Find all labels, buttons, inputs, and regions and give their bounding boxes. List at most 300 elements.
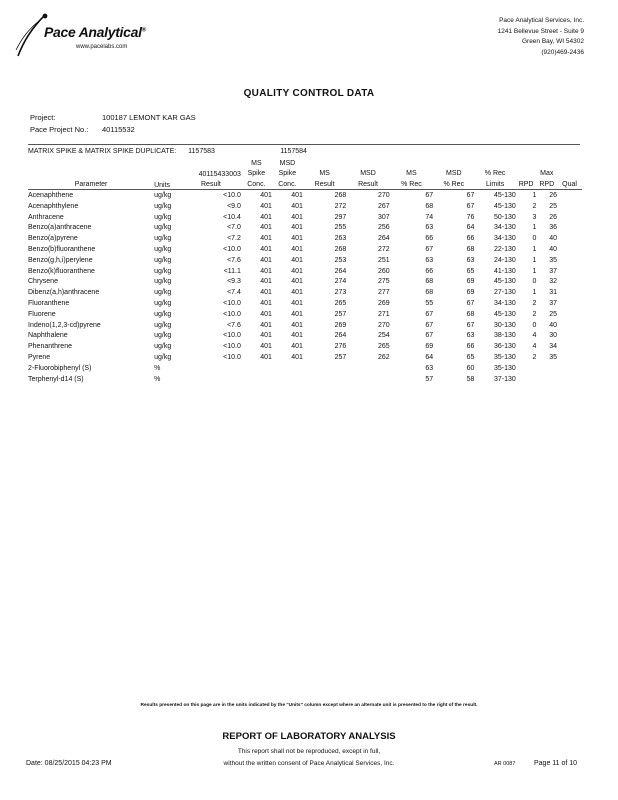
row-rec-limits: 41-130 bbox=[493, 267, 516, 275]
row-parameter: Benzo(k)fluoranthene bbox=[28, 267, 95, 275]
row-msd-rec: 69 bbox=[466, 278, 475, 286]
row-qual bbox=[557, 223, 582, 234]
row-msd-rec: 68 bbox=[466, 310, 475, 318]
hdr-ms-rec-2: % Rec bbox=[390, 178, 433, 189]
row-msd-rec: 65 bbox=[466, 354, 475, 362]
row-result: <9.0 bbox=[227, 202, 241, 210]
row-parameter: Dibenz(a,h)anthracene bbox=[28, 289, 100, 297]
row-ms-spike-conc: 401 bbox=[260, 224, 272, 232]
row-ms-rec: 64 bbox=[425, 354, 434, 362]
row-units: ug/kg bbox=[154, 310, 172, 318]
row-msd-spike-conc: 401 bbox=[291, 321, 303, 329]
hdr-units: Units bbox=[154, 178, 181, 189]
row-result: <9.3 bbox=[227, 278, 241, 286]
pace-project-value: 40115532 bbox=[102, 125, 135, 134]
table-row bbox=[28, 309, 582, 320]
row-ms-spike-conc: 401 bbox=[260, 246, 272, 254]
row-ms-result: 273 bbox=[334, 289, 347, 297]
hdr-ms-rec-1: MS bbox=[406, 170, 417, 178]
row-rpd: 0 bbox=[532, 235, 537, 243]
row-msd-rec: 76 bbox=[466, 213, 475, 221]
row-parameter: Chrysene bbox=[28, 278, 58, 286]
row-qual bbox=[557, 277, 582, 288]
row-rec-limits: 35-130 bbox=[493, 354, 516, 362]
row-qual bbox=[557, 244, 582, 255]
row-msd-result: 277 bbox=[378, 289, 390, 297]
row-ms-result: 265 bbox=[334, 300, 347, 308]
hdr-ms-result-2: Result bbox=[303, 178, 346, 189]
row-msd-result: 271 bbox=[378, 310, 390, 318]
row-ms-result: 257 bbox=[334, 354, 347, 362]
row-units: ug/kg bbox=[154, 256, 172, 264]
row-rpd bbox=[516, 363, 537, 374]
row-msd-rec: 65 bbox=[466, 267, 475, 275]
row-ms-spike-conc: 401 bbox=[260, 278, 272, 286]
section-divider bbox=[28, 144, 580, 145]
hdr-max-rpd-2: RPD bbox=[536, 178, 557, 189]
header-row-1 bbox=[28, 157, 582, 168]
row-rec-limits: 34-130 bbox=[493, 224, 516, 232]
row-msd-result: 262 bbox=[378, 354, 390, 362]
row-units: ug/kg bbox=[154, 246, 172, 254]
row-result: <7.0 bbox=[227, 224, 241, 232]
address-line: (920)469-2436 bbox=[541, 48, 584, 56]
row-ms-spike-conc: 401 bbox=[260, 332, 272, 340]
row-msd-rec: 63 bbox=[466, 332, 475, 340]
row-msd-rec: 66 bbox=[466, 343, 475, 351]
ms-sample-id: 1157583 bbox=[188, 147, 215, 155]
row-ms-rec: 68 bbox=[425, 289, 434, 297]
row-ms-result: 257 bbox=[334, 310, 347, 318]
row-max-rpd: 40 bbox=[549, 246, 558, 254]
hdr-msd-result-1: MSD bbox=[360, 170, 376, 178]
address-line: Green Bay, WI 54302 bbox=[521, 38, 584, 45]
row-ms-rec: 57 bbox=[425, 375, 434, 383]
row-qual bbox=[557, 233, 582, 244]
row-ms-spike-conc bbox=[241, 374, 272, 385]
row-ms-rec: 74 bbox=[425, 213, 434, 221]
row-result: <10.0 bbox=[223, 343, 241, 351]
table-row bbox=[28, 223, 582, 234]
row-units: % bbox=[154, 375, 161, 383]
table-row bbox=[28, 298, 582, 309]
address-line: 1241 Bellevue Street - Suite 9 bbox=[497, 27, 584, 35]
hdr-msd-rec-1: MSD bbox=[445, 170, 462, 178]
row-msd-result: 270 bbox=[378, 192, 390, 200]
row-qual bbox=[557, 363, 582, 374]
row-units: % bbox=[154, 364, 161, 372]
row-qual bbox=[557, 309, 582, 320]
row-ms-spike-conc: 401 bbox=[260, 310, 272, 318]
row-max-rpd: 25 bbox=[549, 202, 558, 210]
row-max-rpd: 25 bbox=[549, 310, 558, 318]
row-msd-result: 270 bbox=[378, 321, 390, 329]
row-rpd: 2 bbox=[532, 310, 537, 318]
row-parameter: Terphenyl-d14 (S) bbox=[28, 375, 84, 383]
row-rec-limits: 45-130 bbox=[493, 202, 516, 210]
table-row bbox=[28, 341, 582, 352]
hdr-ms-spike-3: Conc. bbox=[241, 178, 272, 189]
row-msd-rec: 67 bbox=[466, 202, 475, 210]
hdr-parameter: Parameter bbox=[28, 178, 154, 189]
row-msd-rec: 67 bbox=[466, 192, 475, 200]
row-rec-limits: 34-130 bbox=[493, 300, 516, 308]
row-ms-result: 253 bbox=[334, 256, 347, 264]
row-msd-result: 275 bbox=[378, 278, 390, 286]
row-ms-result: 268 bbox=[334, 192, 347, 200]
row-ms-rec: 69 bbox=[425, 343, 434, 351]
row-ms-result: 255 bbox=[334, 224, 347, 232]
row-ms-result: 264 bbox=[334, 332, 347, 340]
row-max-rpd bbox=[536, 363, 557, 374]
row-max-rpd: 35 bbox=[549, 354, 558, 362]
row-units: ug/kg bbox=[154, 300, 172, 308]
row-ms-rec: 66 bbox=[425, 235, 434, 243]
row-units: ug/kg bbox=[154, 332, 172, 340]
row-result: <10.4 bbox=[223, 213, 241, 221]
row-units: ug/kg bbox=[154, 354, 172, 362]
section-label: MATRIX SPIKE & MATRIX SPIKE DUPLICATE: 1157583 bbox=[28, 147, 215, 155]
row-max-rpd: 34 bbox=[549, 343, 558, 351]
row-units: ug/kg bbox=[154, 202, 172, 210]
row-msd-spike-conc: 401 bbox=[291, 224, 303, 232]
row-msd-spike-conc: 401 bbox=[291, 246, 303, 254]
row-max-rpd: 30 bbox=[549, 332, 558, 340]
row-parameter: Benzo(a)pyrene bbox=[28, 235, 78, 243]
row-result: <10.0 bbox=[223, 300, 241, 308]
row-rpd: 4 bbox=[532, 332, 537, 340]
hdr-msd-spike-3: Conc. bbox=[272, 178, 303, 189]
hdr-result: Result bbox=[181, 178, 241, 189]
row-result: <7.2 bbox=[227, 235, 241, 243]
row-rec-limits: 38-130 bbox=[493, 332, 516, 340]
hdr-ms-result-1: MS bbox=[319, 170, 330, 178]
row-msd-spike-conc: 401 bbox=[291, 278, 303, 286]
report-date: Date: 08/25/2015 04:23 PM bbox=[26, 760, 112, 767]
row-ms-rec: 63 bbox=[425, 224, 434, 232]
row-ms-result bbox=[303, 363, 346, 374]
table-row bbox=[28, 266, 582, 277]
pace-logo-url: www.pacelabs.com bbox=[76, 44, 128, 50]
row-msd-spike-conc: 401 bbox=[291, 310, 303, 318]
row-msd-spike-conc: 401 bbox=[291, 300, 303, 308]
row-rec-limits: 45-130 bbox=[493, 310, 516, 318]
row-units: ug/kg bbox=[154, 278, 172, 286]
row-msd-spike-conc: 401 bbox=[291, 289, 303, 297]
hdr-limits-2: Limits bbox=[474, 178, 515, 189]
row-parameter: Indeno(1,2,3-cd)pyrene bbox=[28, 321, 101, 329]
lab-address bbox=[498, 16, 584, 58]
row-rpd: 3 bbox=[532, 213, 537, 221]
row-parameter: Acenaphthylene bbox=[28, 202, 79, 210]
reproduction-notice-1: This report shall not be reproduced, except in full, bbox=[237, 748, 381, 755]
row-rpd: 2 bbox=[532, 202, 537, 210]
row-result: <7.6 bbox=[227, 321, 241, 329]
table-row bbox=[28, 255, 582, 266]
hdr-sample-id: 40115433003 bbox=[198, 171, 241, 179]
row-rec-limits: 24-130 bbox=[493, 256, 516, 264]
row-rec-limits: 30-130 bbox=[493, 321, 516, 329]
row-ms-result: 264 bbox=[334, 267, 347, 275]
row-max-rpd: 37 bbox=[549, 267, 558, 275]
row-msd-result: 265 bbox=[378, 343, 390, 351]
row-rpd: 1 bbox=[532, 256, 537, 264]
row-ms-rec: 67 bbox=[425, 310, 434, 318]
row-rec-limits: 37-130 bbox=[493, 375, 516, 383]
row-ms-spike-conc: 401 bbox=[260, 202, 272, 210]
row-rec-limits: 36-130 bbox=[493, 343, 516, 351]
row-rec-limits: 50-130 bbox=[493, 213, 516, 221]
row-ms-spike-conc: 401 bbox=[260, 354, 272, 362]
project-label: Project: bbox=[30, 113, 56, 122]
row-result: <10.0 bbox=[223, 192, 241, 200]
row-ms-result: 268 bbox=[334, 246, 347, 254]
row-rec-limits: 45-130 bbox=[493, 278, 516, 286]
row-msd-spike-conc: 401 bbox=[291, 256, 303, 264]
project-value: 100187 LEMONT KAR GAS bbox=[102, 113, 196, 122]
row-ms-spike-conc: 401 bbox=[260, 267, 272, 275]
row-rpd: 1 bbox=[532, 246, 537, 254]
page-title: QUALITY CONTROL DATA bbox=[243, 88, 375, 99]
hdr-ms-spike-2: Spike bbox=[247, 170, 266, 178]
row-qual bbox=[557, 190, 582, 201]
row-units: ug/kg bbox=[154, 224, 172, 232]
row-ms-result: 263 bbox=[334, 235, 347, 243]
row-parameter: Benzo(b)fluoranthene bbox=[28, 246, 96, 254]
row-max-rpd: 37 bbox=[549, 300, 558, 308]
row-ms-rec: 63 bbox=[425, 364, 434, 372]
row-qual bbox=[557, 298, 582, 309]
row-ms-rec: 66 bbox=[425, 267, 434, 275]
table-row bbox=[28, 331, 582, 342]
table-row bbox=[28, 212, 582, 223]
row-max-rpd: 36 bbox=[549, 224, 558, 232]
table-row bbox=[28, 233, 582, 244]
row-msd-rec: 60 bbox=[466, 364, 475, 372]
pace-project-label: Pace Project No.: bbox=[30, 125, 89, 134]
row-max-rpd: 40 bbox=[549, 321, 558, 329]
table-row bbox=[28, 320, 582, 331]
row-msd-result bbox=[346, 363, 389, 374]
header-row-3 bbox=[28, 178, 582, 189]
row-rpd: 4 bbox=[532, 343, 537, 351]
row-qual bbox=[557, 212, 582, 223]
row-parameter: Anthracene bbox=[28, 213, 64, 221]
row-rec-limits: 34-130 bbox=[493, 235, 516, 243]
row-ms-result: 272 bbox=[334, 202, 347, 210]
row-msd-rec: 67 bbox=[466, 300, 475, 308]
row-msd-result: 264 bbox=[378, 235, 390, 243]
row-max-rpd: 26 bbox=[549, 213, 558, 221]
row-rpd: 1 bbox=[532, 224, 537, 232]
row-ms-rec: 68 bbox=[425, 278, 434, 286]
row-ms-spike-conc: 401 bbox=[260, 343, 272, 351]
row-rec-limits: 22-130 bbox=[493, 246, 516, 254]
row-result: <10.0 bbox=[223, 332, 241, 340]
row-rpd: 2 bbox=[532, 354, 537, 362]
row-result: <11.1 bbox=[223, 267, 241, 275]
row-msd-spike-conc: 401 bbox=[291, 267, 303, 275]
row-qual bbox=[557, 341, 582, 352]
table-row bbox=[28, 277, 582, 288]
units-footnote: Results presented on this page are in the units indicated by the "Units" column except where an alternate unit is presented to the right of the result. bbox=[140, 703, 478, 708]
row-result: <7.6 bbox=[227, 256, 241, 264]
row-ms-rec: 67 bbox=[425, 246, 434, 254]
row-msd-rec: 69 bbox=[466, 289, 475, 297]
row-msd-result: 260 bbox=[378, 267, 390, 275]
row-msd-result: 307 bbox=[378, 213, 390, 221]
row-result: <10.0 bbox=[223, 246, 241, 254]
row-msd-spike-conc: 401 bbox=[291, 192, 303, 200]
row-max-rpd bbox=[536, 374, 557, 385]
row-ms-result bbox=[303, 374, 346, 385]
row-parameter: Phenanthrene bbox=[28, 343, 72, 351]
row-ms-spike-conc: 401 bbox=[260, 256, 272, 264]
row-ms-rec: 67 bbox=[425, 321, 434, 329]
row-qual bbox=[557, 287, 582, 298]
row-parameter: Benzo(a)anthracene bbox=[28, 224, 92, 232]
row-parameter: 2-Fluorobiphenyl (S) bbox=[28, 364, 92, 372]
row-units: ug/kg bbox=[154, 343, 172, 351]
row-rpd: 1 bbox=[532, 267, 537, 275]
row-msd-spike-conc: 401 bbox=[291, 354, 303, 362]
row-result bbox=[181, 363, 241, 374]
row-ms-result: 276 bbox=[334, 343, 347, 351]
row-rec-limits: 27-130 bbox=[493, 289, 516, 297]
row-msd-spike-conc: 401 bbox=[291, 202, 303, 210]
row-units: ug/kg bbox=[154, 213, 172, 221]
hdr-msd-rec-2: % Rec bbox=[433, 178, 474, 189]
hdr-rpd: RPD bbox=[516, 178, 537, 189]
row-qual bbox=[557, 320, 582, 331]
row-msd-result: 251 bbox=[378, 256, 390, 264]
row-rpd: 2 bbox=[532, 300, 537, 308]
row-units: ug/kg bbox=[154, 192, 172, 200]
row-msd-rec: 58 bbox=[466, 375, 475, 383]
row-ms-result: 269 bbox=[334, 321, 347, 329]
row-ms-result: 297 bbox=[334, 213, 347, 221]
row-rec-limits: 35-130 bbox=[493, 364, 516, 372]
hdr-msd-spike-2: Spike bbox=[278, 170, 297, 178]
row-max-rpd: 31 bbox=[549, 289, 558, 297]
qc-data-table bbox=[28, 146, 582, 385]
row-rec-limits: 45-130 bbox=[493, 192, 516, 200]
row-msd-result: 256 bbox=[378, 224, 390, 232]
msd-sample-id: 1157584 bbox=[280, 147, 307, 155]
row-parameter: Benzo(g,h,i)perylene bbox=[28, 256, 93, 264]
row-max-rpd: 26 bbox=[549, 192, 558, 200]
row-msd-spike-conc: 401 bbox=[291, 235, 303, 243]
ar-code: AR 0087 bbox=[494, 761, 516, 767]
row-ms-rec: 67 bbox=[425, 192, 434, 200]
row-msd-rec: 63 bbox=[466, 256, 475, 264]
row-max-rpd: 35 bbox=[549, 256, 558, 264]
row-msd-rec: 64 bbox=[466, 224, 475, 232]
row-units: ug/kg bbox=[154, 321, 172, 329]
row-ms-rec: 67 bbox=[425, 332, 434, 340]
row-ms-spike-conc bbox=[241, 363, 272, 374]
row-units: ug/kg bbox=[154, 267, 172, 275]
row-msd-rec: 66 bbox=[466, 235, 475, 243]
table-row bbox=[28, 374, 582, 385]
section-header-row bbox=[28, 146, 582, 157]
row-rpd: 0 bbox=[532, 278, 537, 286]
row-msd-spike-conc: 401 bbox=[291, 213, 303, 221]
address-line: Pace Analytical Services, Inc. bbox=[499, 17, 584, 24]
row-result: <7.4 bbox=[227, 289, 241, 297]
row-ms-spike-conc: 401 bbox=[260, 192, 272, 200]
header-row-2 bbox=[28, 168, 582, 179]
row-msd-result bbox=[346, 374, 389, 385]
reproduction-notice-2: without the written consent of Pace Analytical Services, Inc. bbox=[223, 760, 395, 767]
row-parameter: Acenaphthene bbox=[28, 192, 74, 200]
pace-logo-text: Pace Analytical® bbox=[44, 24, 146, 40]
table-row bbox=[28, 287, 582, 298]
hdr-max-rpd-1: Max bbox=[540, 170, 554, 178]
row-msd-spike-conc: 401 bbox=[291, 332, 303, 340]
hdr-qual: Qual bbox=[557, 178, 582, 189]
row-rpd: 1 bbox=[532, 289, 537, 297]
table-row bbox=[28, 190, 582, 201]
page-number: Page 11 of 10 bbox=[534, 760, 578, 767]
table-row bbox=[28, 201, 582, 212]
row-ms-spike-conc: 401 bbox=[260, 289, 272, 297]
row-qual bbox=[557, 266, 582, 277]
row-ms-spike-conc: 401 bbox=[260, 300, 272, 308]
row-msd-rec: 68 bbox=[466, 246, 475, 254]
row-qual bbox=[557, 331, 582, 342]
row-msd-spike-conc bbox=[272, 363, 303, 374]
row-msd-spike-conc bbox=[272, 374, 303, 385]
hdr-msd-result-2: Result bbox=[346, 178, 389, 189]
hdr-limits-1: % Rec bbox=[484, 170, 506, 178]
table-row bbox=[28, 244, 582, 255]
row-rpd: 1 bbox=[532, 192, 537, 200]
row-msd-result: 272 bbox=[378, 246, 390, 254]
row-parameter: Naphthalene bbox=[28, 332, 68, 340]
row-qual bbox=[557, 374, 582, 385]
row-ms-spike-conc: 401 bbox=[260, 235, 272, 243]
row-qual bbox=[557, 201, 582, 212]
row-ms-rec: 55 bbox=[425, 300, 434, 308]
row-max-rpd: 40 bbox=[549, 235, 558, 243]
row-ms-spike-conc: 401 bbox=[260, 213, 272, 221]
row-parameter: Pyrene bbox=[28, 354, 51, 362]
row-units: ug/kg bbox=[154, 235, 172, 243]
row-msd-result: 254 bbox=[378, 332, 390, 340]
row-ms-rec: 63 bbox=[425, 256, 434, 264]
table-row bbox=[28, 352, 582, 363]
report-title: REPORT OF LABORATORY ANALYSIS bbox=[222, 731, 396, 742]
row-ms-rec: 68 bbox=[425, 202, 434, 210]
row-units: ug/kg bbox=[154, 289, 172, 297]
row-parameter: Fluoranthene bbox=[28, 300, 70, 308]
row-result: <10.0 bbox=[223, 354, 241, 362]
row-max-rpd: 32 bbox=[549, 278, 558, 286]
table-row bbox=[28, 363, 582, 374]
row-msd-result: 267 bbox=[378, 202, 390, 210]
row-parameter: Fluorene bbox=[28, 310, 56, 318]
row-result bbox=[181, 374, 241, 385]
row-qual bbox=[557, 352, 582, 363]
row-msd-rec: 67 bbox=[466, 321, 475, 329]
row-msd-result: 269 bbox=[378, 300, 390, 308]
row-ms-spike-conc: 401 bbox=[260, 321, 272, 329]
row-ms-result: 274 bbox=[334, 278, 347, 286]
hdr-ms-spike-1: MS bbox=[251, 159, 262, 167]
hdr-msd-spike-1: MSD bbox=[279, 159, 296, 167]
row-rpd bbox=[516, 374, 537, 385]
